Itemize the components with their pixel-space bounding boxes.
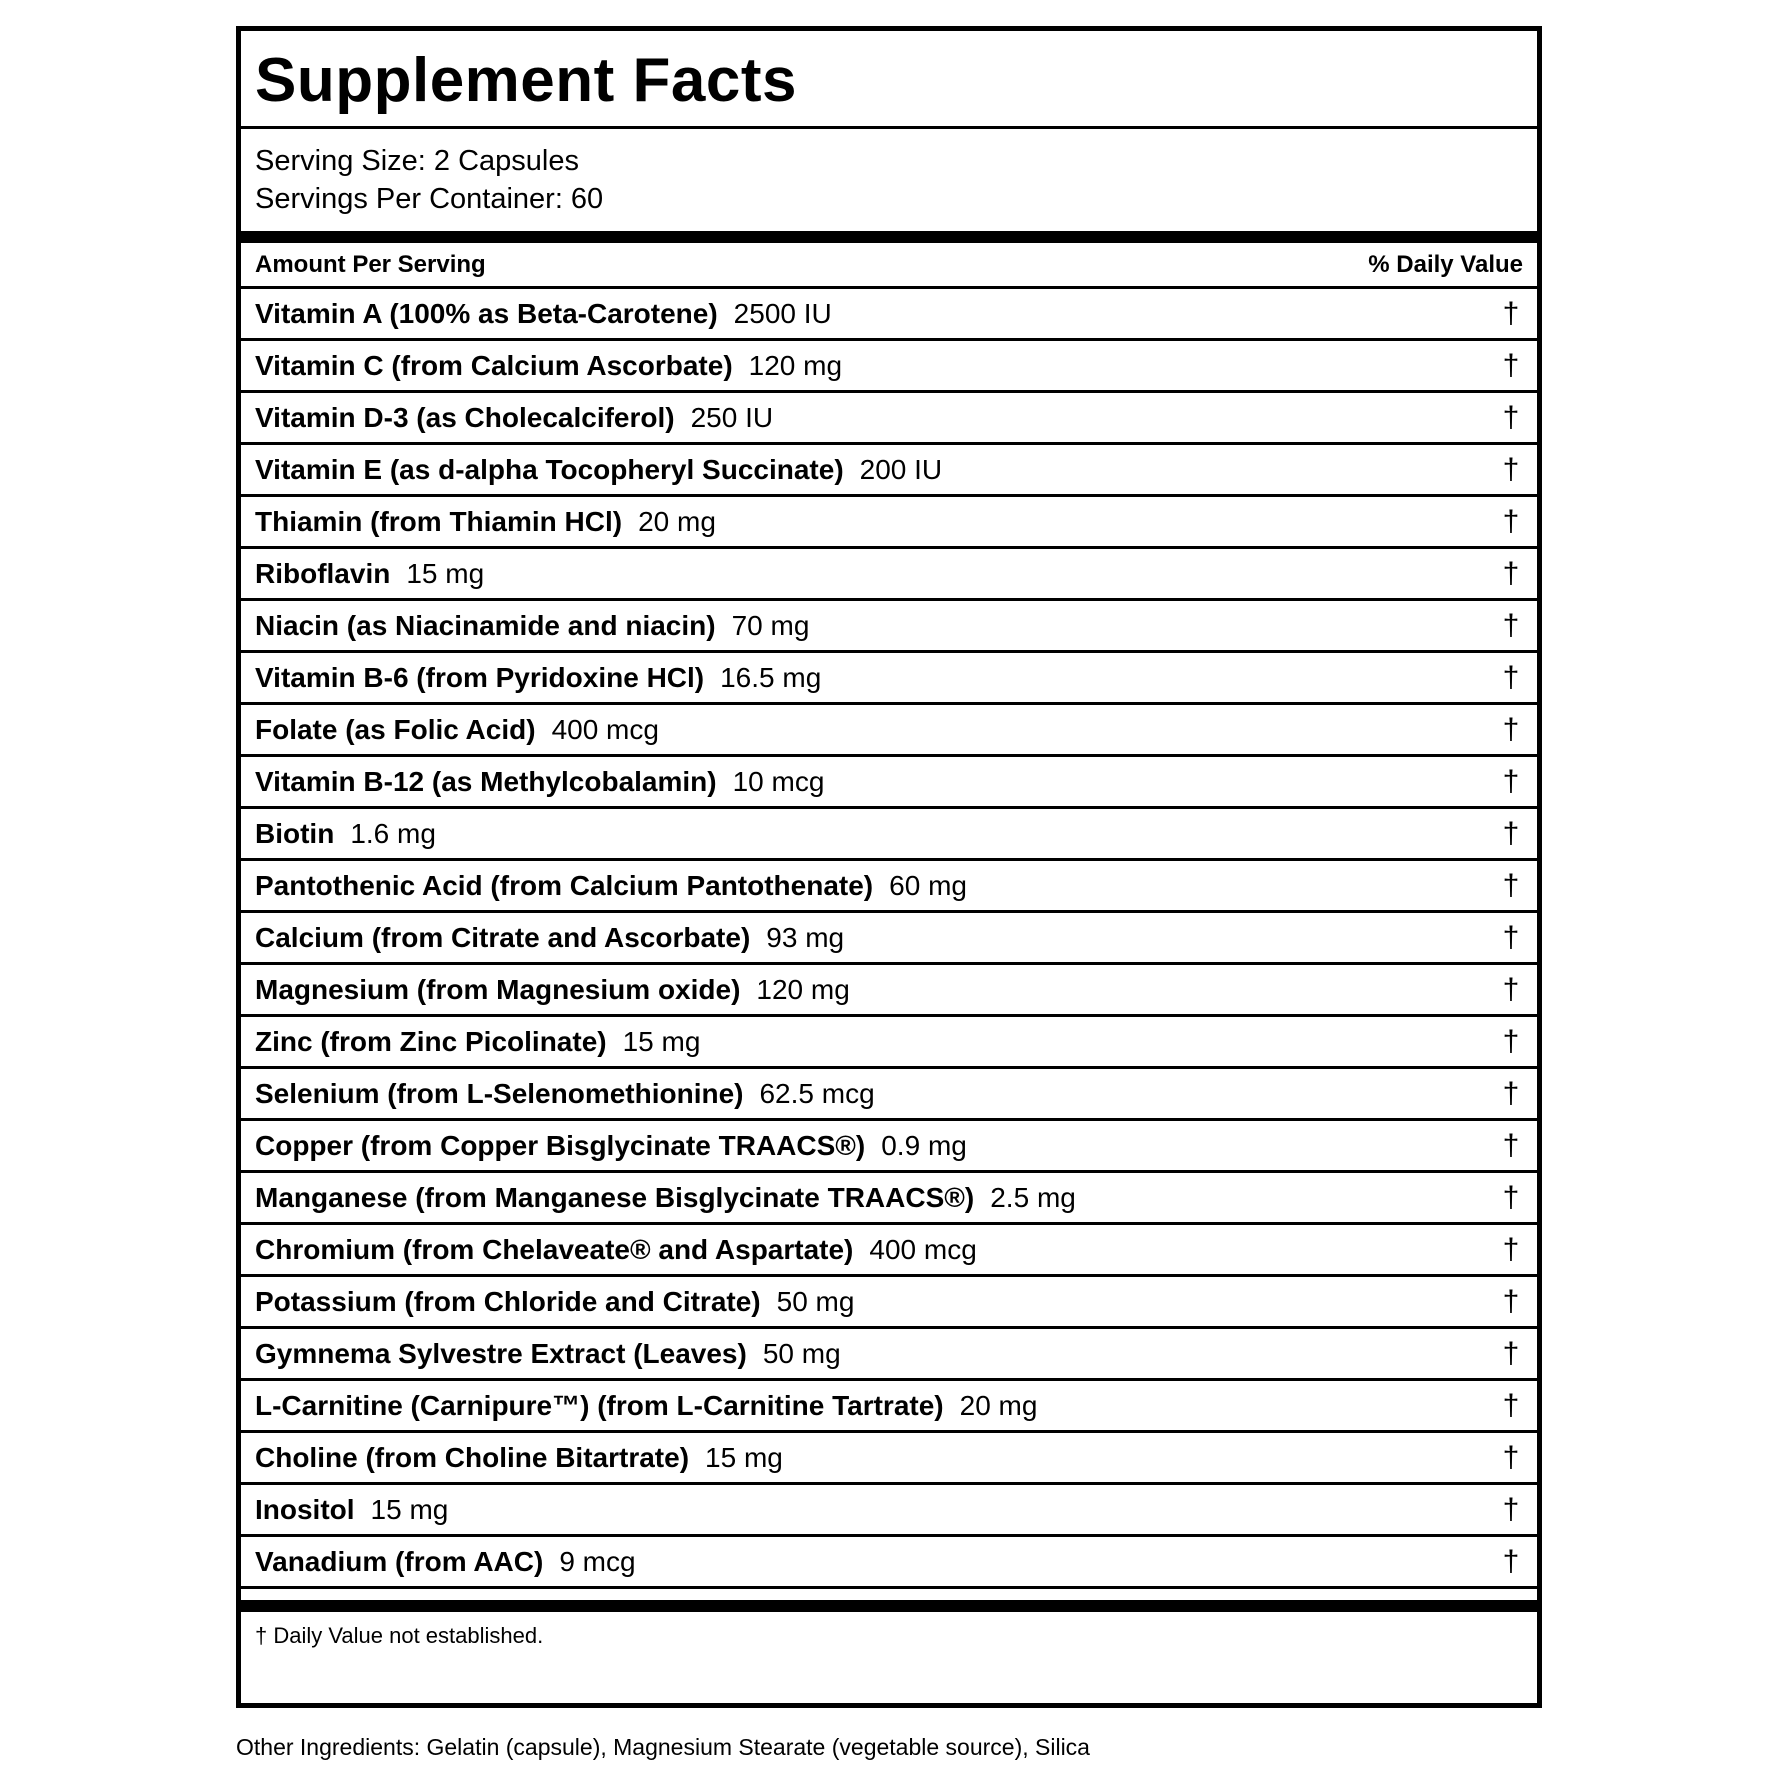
daily-value-dagger: † [1502,764,1520,798]
daily-value-dagger: † [1502,452,1520,486]
nutrient-row [241,1121,1537,1173]
nutrient-amount: 15 mg [370,1493,449,1525]
daily-value-dagger: † [1502,972,1520,1006]
nutrient-row [241,1537,1537,1589]
nutrient-row [241,289,1537,341]
title-row [241,31,1537,129]
nutrient-amount: 400 mcg [551,713,659,745]
nutrient-amount: 250 IU [690,401,774,433]
column-header-row [241,243,1537,289]
nutrient-amount: 200 IU [859,453,943,485]
nutrient-name: Selenium (from L-Selenomethionine) [255,1077,744,1109]
nutrient-amount: 20 mg [638,505,716,537]
daily-value-header: % Daily Value [1368,250,1523,278]
nutrient-text [255,1026,700,1058]
nutrient-text [255,974,850,1006]
nutrient-text [255,454,942,486]
nutrient-row [241,1329,1537,1381]
nutrient-row [241,1433,1537,1485]
nutrient-row [241,341,1537,393]
daily-value-dagger: † [1502,712,1520,746]
nutrient-text [255,1442,783,1474]
nutrient-row [241,1017,1537,1069]
nutrient-row [241,705,1537,757]
daily-value-dagger: † [1502,1388,1520,1422]
amount-per-serving-header: Amount Per Serving [255,250,486,278]
daily-value-dagger: † [1502,660,1520,694]
daily-value-dagger: † [1502,1024,1520,1058]
nutrient-row [241,809,1537,861]
nutrient-row [241,861,1537,913]
nutrient-text [255,298,832,330]
daily-value-dagger: † [1502,868,1520,902]
daily-value-dagger: † [1502,556,1520,590]
nutrient-list [241,289,1537,1589]
other-ingredients: Other Ingredients: Gelatin (capsule), Magnesium Stearate (vegetable source), Silica [236,1734,1090,1760]
daily-value-dagger: † [1502,1492,1520,1526]
nutrient-name: Vitamin B-12 (as Methylcobalamin) [255,765,717,797]
nutrient-name: Vanadium (from AAC) [255,1545,544,1577]
daily-value-dagger: † [1502,1544,1520,1578]
daily-value-dagger: † [1502,1076,1520,1110]
nutrient-text [255,1390,1037,1422]
nutrient-name: Biotin [255,817,335,849]
nutrient-amount: 0.9 mg [881,1129,967,1161]
thick-divider [241,231,1537,243]
daily-value-dagger: † [1502,608,1520,642]
nutrient-name: Potassium (from Chloride and Citrate) [255,1285,761,1317]
nutrient-amount: 2500 IU [733,297,832,329]
daily-value-dagger: † [1502,1128,1520,1162]
nutrient-text [255,1546,636,1578]
nutrient-text [255,662,821,694]
nutrient-row [241,601,1537,653]
nutrient-name: Manganese (from Manganese Bisglycinate TRAACS®) [255,1181,975,1213]
supplement-facts-panel [236,26,1542,1708]
nutrient-row [241,1485,1537,1537]
nutrient-text [255,350,842,382]
nutrient-name: Calcium (from Citrate and Ascorbate) [255,921,751,953]
nutrient-row [241,393,1537,445]
nutrient-name: L-Carnitine (Carnipure™) (from L-Carnitine Tartrate) [255,1389,944,1421]
nutrient-amount: 400 mcg [869,1233,977,1265]
nutrient-name: Choline (from Choline Bitartrate) [255,1441,690,1473]
nutrient-text [255,1078,875,1110]
nutrient-amount: 120 mg [756,973,850,1005]
nutrient-text [255,558,484,590]
nutrient-amount: 50 mg [762,1337,841,1369]
nutrient-text [255,1494,448,1526]
nutrient-row [241,1225,1537,1277]
daily-value-dagger: † [1502,920,1520,954]
nutrient-name: Vitamin C (from Calcium Ascorbate) [255,349,733,381]
nutrient-text [255,610,809,642]
nutrient-name: Copper (from Copper Bisglycinate TRAACS®) [255,1129,866,1161]
servings-per-container: Servings Per Container: 60 [255,183,604,215]
nutrient-name: Niacin (as Niacinamide and niacin) [255,609,716,641]
nutrient-amount: 15 mg [406,557,485,589]
nutrient-name: Inositol [255,1493,355,1525]
nutrient-amount: 16.5 mg [720,661,822,693]
nutrient-row [241,1381,1537,1433]
nutrient-name: Vitamin A (100% as Beta-Carotene) [255,297,718,329]
nutrient-name: Chromium (from Chelaveate® and Aspartate) [255,1233,854,1265]
nutrient-amount: 60 mg [889,869,967,901]
nutrient-row [241,549,1537,601]
daily-value-dagger: † [1502,296,1520,330]
nutrient-text [255,506,716,538]
daily-value-dagger: † [1502,504,1520,538]
daily-value-dagger: † [1502,400,1520,434]
nutrient-name: Vitamin B-6 (from Pyridoxine HCl) [255,661,705,693]
daily-value-dagger: † [1502,1440,1520,1474]
nutrient-name: Pantothenic Acid (from Calcium Pantothenate) [255,869,874,901]
nutrient-name: Zinc (from Zinc Picolinate) [255,1025,607,1057]
nutrient-amount: 15 mg [622,1025,701,1057]
nutrient-text [255,714,659,746]
nutrient-text [255,870,967,902]
nutrient-name: Vitamin D-3 (as Cholecalciferol) [255,401,675,433]
nutrient-row [241,1277,1537,1329]
nutrient-text [255,818,436,850]
footnote: † Daily Value not established. [255,1623,544,1648]
nutrient-text [255,402,773,434]
nutrient-row [241,445,1537,497]
nutrient-text [255,1130,967,1162]
nutrient-amount: 15 mg [705,1441,783,1473]
nutrient-name: Thiamin (from Thiamin HCl) [255,505,623,537]
nutrient-name: Riboflavin [255,557,391,589]
nutrient-row [241,965,1537,1017]
daily-value-dagger: † [1502,1284,1520,1318]
nutrient-text [255,766,824,798]
nutrient-amount: 9 mcg [559,1545,636,1577]
nutrient-amount: 1.6 mg [350,817,436,849]
nutrient-text [255,1234,977,1266]
daily-value-dagger: † [1502,1180,1520,1214]
nutrient-amount: 20 mg [959,1389,1038,1421]
nutrient-amount: 70 mg [731,609,810,641]
nutrient-row [241,653,1537,705]
daily-value-dagger: † [1502,348,1520,382]
nutrient-row [241,1173,1537,1225]
daily-value-dagger: † [1502,816,1520,850]
nutrient-amount: 120 mg [748,349,843,381]
nutrient-row [241,497,1537,549]
page-title: Supplement Facts [255,46,797,115]
nutrient-amount: 10 mcg [732,765,825,797]
nutrient-text [255,1338,841,1370]
spacer [241,1589,1537,1600]
nutrient-amount: 2.5 mg [990,1181,1076,1213]
nutrient-name: Magnesium (from Magnesium oxide) [255,973,741,1005]
serving-info [241,129,1537,231]
nutrient-text [255,922,844,954]
nutrient-text [255,1286,854,1318]
nutrient-name: Folate (as Folic Acid) [255,713,536,745]
nutrient-amount: 62.5 mcg [759,1077,875,1109]
nutrient-amount: 50 mg [776,1285,855,1317]
daily-value-dagger: † [1502,1232,1520,1266]
nutrient-row [241,757,1537,809]
nutrient-amount: 93 mg [766,921,845,953]
nutrient-name: Vitamin E (as d-alpha Tocopheryl Succinate) [255,453,844,485]
nutrient-name: Gymnema Sylvestre Extract (Leaves) [255,1337,747,1369]
daily-value-dagger: † [1502,1336,1520,1370]
thick-divider-bottom [241,1600,1537,1612]
nutrient-row [241,1069,1537,1121]
nutrient-row [241,913,1537,965]
nutrient-text [255,1182,1076,1214]
serving-size: Serving Size: 2 Capsules [255,145,579,177]
